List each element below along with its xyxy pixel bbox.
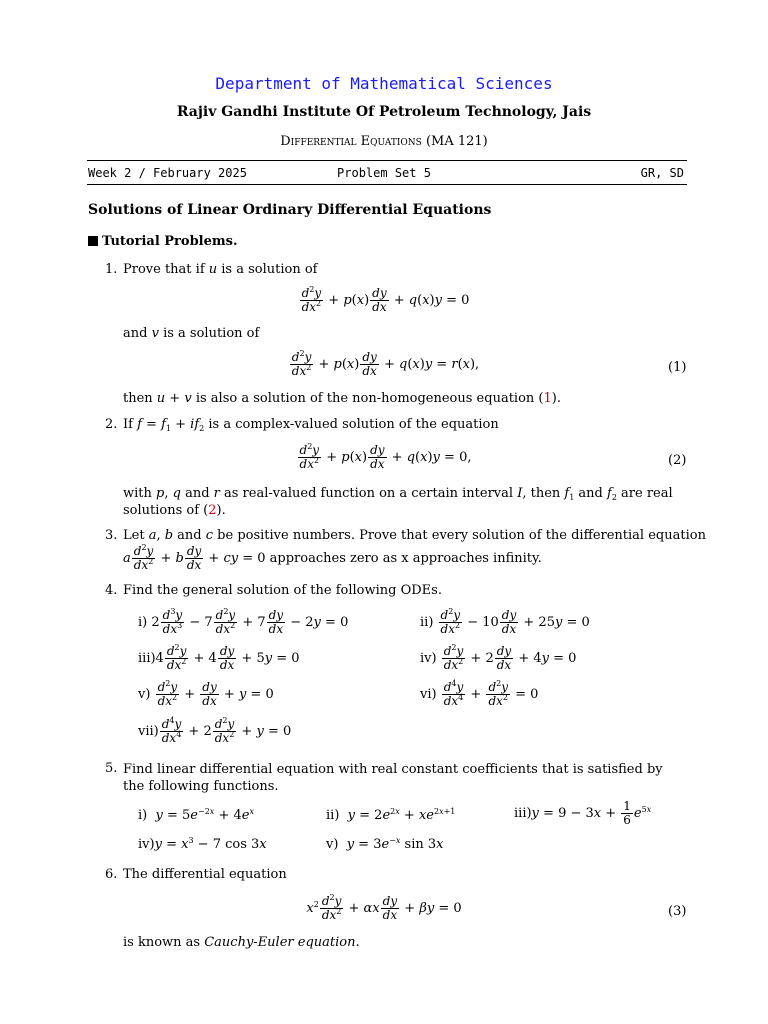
problem-1-number: 1.: [105, 262, 118, 277]
header-rule-bottom: [87, 184, 687, 185]
function-v: v) $y = 3e^{-x}$ sin 3x: [326, 836, 444, 852]
problem-2-number: 2.: [105, 417, 118, 432]
equation-number-3: (3): [668, 904, 687, 919]
function-i: i) $y = 5e^{-2x} + 4e^x$: [138, 807, 254, 823]
ode-v: v) $\frac{d^2y}{dx^2}$ + $\frac{dy}{dx}$ + y = 0: [138, 679, 274, 708]
problem-6-equation: $x^2$ $\frac{d^2y}{dx^2}$ + αx $\frac{dy}{dx}$ + βy = 0: [306, 893, 462, 922]
ode-iii: iii)4 $\frac{d^2y}{dx^2}$ + 4 $\frac{dy}{dx}$ + 5y = 0: [138, 643, 300, 672]
problem-1-equation-nonhomogeneous: $\frac{d^2y}{dx^2}$ + p(x) $\frac{dy}{dx}$ + q(x)y = r(x),: [291, 349, 480, 378]
function-iii: iii)y = 9 − 3x + $\frac{1}{6}$ $e^{5x}$: [514, 799, 652, 827]
problem-set-label: Problem Set 5: [337, 166, 431, 180]
problem-1-middle: and v is a solution of: [123, 326, 260, 341]
problem-6-text: The differential equation: [123, 867, 287, 882]
problem-4-number: 4.: [105, 583, 118, 598]
problem-3-text: Let a, b and c be positive numbers. Prove that every solution of the differential equation: [123, 528, 706, 543]
problem-3-equation: a $\frac{d^2y}{dx^2}$ + b $\frac{dy}{dx}$ + cy = 0 approaches zero as x approaches infinity.: [123, 543, 542, 572]
problem-1-end: then u + v is also a solution of the non-homogeneous equation (1).: [123, 391, 561, 406]
problem-5-number: 5.: [105, 761, 118, 776]
problem-6-number: 6.: [105, 867, 118, 882]
authors-label: GR, SD: [640, 166, 684, 180]
problem-2-end: with p, q and r as real-valued function on a certain interval I, then $f_1$ and $f_2$ are real solutions of (2).: [123, 486, 673, 518]
equation-1-link[interactable]: 1: [543, 391, 552, 406]
ode-iv: iv) $\frac{d^2y}{dx^2}$ + 2 $\frac{dy}{dx}$ + 4y = 0: [420, 643, 577, 672]
function-iv: $iv)y = x^3 - 7$ cos 3x: [138, 836, 267, 852]
problem-1-equation-homogeneous: $\frac{d^2y}{dx^2}$ + p(x) $\frac{dy}{dx}$ + q(x)y = 0: [301, 285, 470, 314]
problem-2-equation: $\frac{d^2y}{dx^2}$ + p(x) $\frac{dy}{dx}$ + q(x)y = 0,: [299, 442, 472, 471]
header-rule-top: [87, 160, 687, 161]
problem-3-number: 3.: [105, 528, 118, 543]
problem-1-intro: Prove that if u is a solution of: [123, 262, 318, 277]
section-title: Solutions of Linear Ordinary Differential Equations: [88, 202, 492, 218]
ode-vi: vi) $\frac{d^4y}{dx^4}$ + $\frac{d^2y}{dx^2}$ = 0: [420, 679, 539, 708]
problem-5-text: Find linear differential equation with real constant coefficients that is satisfied by the following functions.: [123, 762, 663, 794]
equation-number-2: (2): [668, 453, 687, 468]
bullet-square-icon: [88, 236, 98, 246]
course-title: Differential Equations (MA 121): [280, 134, 488, 149]
equation-number-1: (1): [668, 360, 687, 375]
ode-i: i) 2 $\frac{d^3y}{dx^3}$ − 7 $\frac{d^2y}{dx^2}$ + 7 $\frac{dy}{dx}$ − 2y = 0: [138, 607, 349, 636]
department-title: Department of Mathematical Sciences: [215, 74, 553, 93]
subsection-title: Tutorial Problems.: [88, 234, 237, 249]
ode-vii: vii) $\frac{d^4y}{dx^4}$ + 2 $\frac{d^2y}{dx^2}$ + y = 0: [138, 716, 292, 745]
problem-4-text: Find the general solution of the following ODEs.: [123, 583, 442, 598]
institute-name: Rajiv Gandhi Institute Of Petroleum Technology, Jais: [176, 104, 592, 120]
problem-2-intro: If $f = f_1 + if_2$ is a complex-valued solution of the equation: [123, 417, 499, 433]
equation-2-link[interactable]: 2: [208, 503, 217, 518]
function-ii: ii) $y = 2e^{2x} + xe^{2x+1}$: [326, 807, 456, 823]
week-label: Week 2 / February 2025: [88, 166, 247, 180]
problem-6-end: is known as Cauchy-Euler equation.: [123, 935, 360, 950]
ode-ii: ii) $\frac{d^2y}{dx^2}$ − 10 $\frac{dy}{dx}$ + 25y = 0: [420, 607, 590, 636]
